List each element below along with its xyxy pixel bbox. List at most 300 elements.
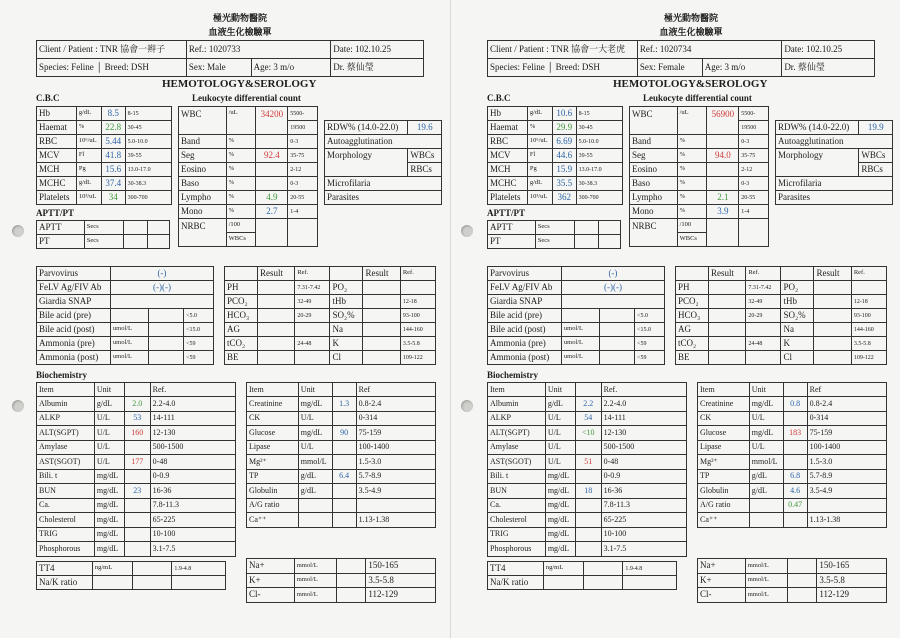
electrolyte-unit: mmol/L: [745, 588, 787, 603]
report-name: 血液生化檢驗單: [659, 27, 723, 37]
bio-value-header: [124, 383, 150, 397]
leuko-unit: %: [677, 163, 707, 177]
leuko-name: Eosino: [179, 163, 227, 177]
table-row: [247, 559, 436, 574]
table-row: [488, 59, 875, 77]
cbc-ref: 30-45: [576, 121, 622, 135]
tt4-ref: 1.9-4.8: [172, 562, 226, 576]
cbc-table: [487, 106, 623, 205]
date-label: Date:: [333, 44, 353, 54]
serology-unit: umol/L: [561, 351, 599, 365]
cbc-name: MCH: [488, 163, 528, 177]
table-row: [179, 219, 318, 233]
bio-ref: 12-130: [150, 426, 235, 441]
bio-value: [124, 527, 150, 542]
electrolyte-name: K+: [247, 573, 295, 588]
table-row: [225, 295, 436, 309]
electrolyte-table: [697, 558, 887, 603]
cbc-ref: 300-700: [576, 191, 622, 205]
bio-unit: U/L: [545, 455, 575, 470]
client-label: Client / Patient :: [39, 44, 98, 54]
table-row: [488, 337, 665, 351]
serology-unit: umol/L: [110, 351, 148, 365]
gas-item: BE: [676, 351, 709, 365]
leuko-value: [707, 177, 739, 191]
gas-ref: 144-160: [400, 323, 435, 337]
cbc-name: Platelets: [37, 191, 77, 205]
wbc-unit: /uL: [226, 107, 256, 135]
gas-ref: 93-100: [400, 309, 435, 323]
cbc-unit: %: [76, 121, 101, 135]
table-row: [698, 513, 887, 528]
electrolyte-unit: mmol/L: [294, 573, 336, 588]
gas-item: AG: [225, 323, 258, 337]
gas-result: [814, 351, 851, 365]
bio-unit: mmol/L: [749, 455, 783, 470]
bio-unit: [298, 498, 332, 513]
gas-ref: 24-48: [295, 337, 330, 351]
gas-result: [363, 337, 400, 351]
table-row: [247, 397, 436, 412]
cbc-name: Platelets: [488, 191, 528, 205]
aptt-unit: Secs: [84, 221, 124, 235]
bio-ref: 0.8-2.4: [356, 397, 435, 412]
gas-ref: [295, 323, 330, 337]
bio-ref: 12-130: [601, 426, 686, 441]
bio-unit-header: Unit: [545, 383, 575, 397]
electrolyte-name: K+: [698, 573, 746, 588]
gas-result: [257, 351, 294, 365]
leuko-unit: %: [677, 135, 707, 149]
gas-ref: 7.31-7.42: [295, 281, 330, 295]
gas-item: K: [781, 337, 814, 351]
cbc-unit: g/dL: [76, 177, 101, 191]
serology-unit: umol/L: [110, 323, 148, 337]
aptt-name: APTT: [488, 221, 536, 235]
bio-unit: mg/dL: [545, 513, 575, 528]
bio-item: Globulin: [698, 484, 750, 499]
aptt-value: [575, 221, 599, 235]
table-row: [676, 295, 887, 309]
bio-ref: 0-0.9: [601, 469, 686, 484]
bio-item: Glucose: [698, 426, 750, 441]
cbc-value: 10.6: [552, 107, 576, 121]
serology-unit: umol/L: [561, 337, 599, 351]
leuko-unit: %: [226, 177, 256, 191]
age-value: 3 m/o: [273, 62, 295, 72]
bio-item: TRIG: [37, 527, 95, 542]
cbc-ref: 30-38.3: [125, 177, 171, 191]
bio-value: 6.8: [783, 469, 807, 484]
doctor-cell: [331, 59, 424, 77]
date-cell: [331, 41, 424, 59]
gas-result: [363, 295, 400, 309]
serology-ref: <59: [635, 351, 665, 365]
serology-ref: <15.0: [635, 323, 665, 337]
table-row: [488, 562, 677, 576]
tt4-value: [583, 576, 623, 590]
hospital-name: 極光動物醫院: [212, 13, 267, 23]
bio-ref: 7.8-11.3: [150, 498, 235, 513]
bio-ref: 0-48: [150, 455, 235, 470]
bio-ref-header: Ref: [356, 383, 435, 397]
gas-item: tCO₂: [676, 337, 709, 351]
serology-unit: umol/L: [110, 337, 148, 351]
bio-ref: 3.5-4.9: [356, 484, 435, 499]
cbc-unit: %: [527, 121, 552, 135]
aptt-ref: [599, 221, 621, 235]
bio-item-header: Item: [37, 383, 95, 397]
leuko-value: [256, 163, 288, 177]
electrolyte-ref: 112-129: [817, 588, 887, 603]
bio-ref: 75-159: [356, 426, 435, 441]
gas-result-header: Result: [814, 267, 851, 281]
table-row: [488, 542, 687, 557]
cbc-value: 41.8: [101, 149, 125, 163]
bio-item: ALT(SGPT): [488, 426, 546, 441]
leuko-value: [707, 163, 739, 177]
gas-result: [708, 281, 745, 295]
gas-ref: 12-18: [851, 295, 886, 309]
leuko-name: Band: [630, 135, 678, 149]
table-row: [698, 426, 887, 441]
bio-item: TRIG: [488, 527, 546, 542]
table-row: [247, 426, 436, 441]
table-row: [37, 455, 236, 470]
table-row: [488, 426, 687, 441]
bio-ref: 14-111: [150, 411, 235, 426]
punch-hole: [461, 400, 473, 412]
leukocyte-table: [178, 106, 318, 247]
table-row: [630, 149, 769, 163]
gas-result: [814, 295, 851, 309]
cbc-value: 6.69: [552, 135, 576, 149]
table-row: [698, 469, 887, 484]
cbc-name: MCHC: [37, 177, 77, 191]
gas-result: [363, 309, 400, 323]
leukocyte-heading: Leukocyte differential count: [192, 93, 301, 103]
table-row: [630, 177, 769, 191]
serology-ref: <59: [184, 351, 214, 365]
client-value: TNR 協會一辫子: [99, 44, 166, 54]
leuko-value: [256, 135, 288, 149]
bio-item: BUN: [37, 484, 95, 499]
table-row: [676, 281, 887, 295]
table-row: [698, 573, 887, 588]
bio-ref: 65-225: [150, 513, 235, 528]
gas-item: PH: [225, 281, 258, 295]
gas-item: K: [330, 337, 363, 351]
leuko-name: Seg: [630, 149, 678, 163]
biochem-right-table: [246, 382, 436, 528]
bio-item: Lipase: [247, 440, 299, 455]
aptt-unit: Secs: [535, 235, 575, 249]
leuko-ref: 2-12: [288, 163, 318, 177]
cbc-value: 29.9: [552, 121, 576, 135]
bio-unit: g/dL: [94, 397, 124, 412]
leuko-value: 4.9: [256, 191, 288, 205]
table-row: [37, 191, 172, 205]
bio-unit: U/L: [749, 440, 783, 455]
table-row: [37, 221, 170, 235]
tt4-value: [583, 562, 623, 576]
bio-ref: 10-100: [150, 527, 235, 542]
leuko-name: Eosino: [630, 163, 678, 177]
table-row: [488, 191, 623, 205]
table-row: [488, 498, 687, 513]
bio-unit: mg/dL: [298, 397, 332, 412]
serology-name: Ammonia (pre): [37, 337, 111, 351]
gas-head-item: [676, 267, 709, 281]
leuko-ref: 0-3: [288, 135, 318, 149]
cbc-name: MCV: [37, 149, 77, 163]
table-row: [325, 121, 442, 135]
cbc-unit: 10³/uL: [76, 191, 101, 205]
table-row: [488, 351, 665, 365]
cbc-value: 22.8: [101, 121, 125, 135]
bio-item: ALKP: [37, 411, 95, 426]
table-row: [488, 397, 687, 412]
cbc-value: 8.5: [101, 107, 125, 121]
serology-value: [599, 337, 635, 351]
serology-ref: <5.0: [635, 309, 665, 323]
bio-item: Globulin: [247, 484, 299, 499]
aptt-pt-table: [36, 220, 170, 249]
bio-unit: U/L: [298, 440, 332, 455]
bio-unit: mg/dL: [749, 397, 783, 412]
client-cell: [488, 41, 638, 59]
client-value: TNR 協會一大老虎: [550, 44, 626, 54]
bio-ref-header: Ref.: [601, 383, 686, 397]
gas-ref: 144-160: [851, 323, 886, 337]
bio-unit: U/L: [94, 455, 124, 470]
electrolyte-ref: 150-165: [817, 559, 887, 574]
tt4-name: TT4: [37, 562, 93, 576]
gas-ref: [295, 351, 330, 365]
table-row: [776, 135, 893, 149]
bio-ref: [807, 498, 886, 513]
cbc-name: Haemat: [37, 121, 77, 135]
table-row: [247, 440, 436, 455]
gas-result: [708, 337, 745, 351]
gas-result: [257, 323, 294, 337]
gas-result: [814, 309, 851, 323]
table-row: [488, 163, 623, 177]
table-row: [488, 295, 665, 309]
table-row: [488, 235, 621, 249]
cbc-value: 35.5: [552, 177, 576, 191]
wbc-unit: /uL: [677, 107, 707, 135]
bio-unit: mg/dL: [298, 426, 332, 441]
tt4-ref: 1.9-4.8: [623, 562, 677, 576]
cbc-ref: 30-38.3: [576, 177, 622, 191]
table-row: [37, 527, 236, 542]
cbc-unit: g/dL: [527, 107, 552, 121]
tt4-name: TT4: [488, 562, 544, 576]
bio-item: Ca.: [37, 498, 95, 513]
table-row: [37, 337, 214, 351]
cbc-name: Hb: [488, 107, 528, 121]
cbc-name: RBC: [37, 135, 77, 149]
gas-item: SO₂%: [781, 309, 814, 323]
table-row: [225, 267, 436, 281]
bio-ref: 3.5-4.9: [807, 484, 886, 499]
bio-ref: 16-36: [601, 484, 686, 499]
tt4-unit: [543, 576, 583, 590]
bio-unit: U/L: [94, 426, 124, 441]
gas-item: HCO₃: [225, 309, 258, 323]
aptt-value: [124, 221, 148, 235]
bio-value: [124, 469, 150, 484]
doctor-value: 蔡仙瑩: [797, 62, 825, 72]
bio-ref: 7.8-11.3: [601, 498, 686, 513]
serology-value: [599, 309, 635, 323]
bio-unit: U/L: [749, 411, 783, 426]
gas-ref: 32-49: [746, 295, 781, 309]
bio-item: Ca⁺⁺: [698, 513, 750, 528]
serology-value: [110, 295, 213, 309]
bio-value: 177: [124, 455, 150, 470]
wbc-value: 34200: [256, 107, 288, 135]
bio-item: ALKP: [488, 411, 546, 426]
sex-cell: [637, 59, 702, 77]
species-cell: Species: Feline │ Breed: DSH: [488, 59, 638, 77]
tt4-unit: ng/mL: [92, 562, 132, 576]
wbc-ref: 5500-: [739, 107, 769, 121]
serology-unit: [561, 309, 599, 323]
table-row: [37, 440, 236, 455]
bio-item: Bili. t: [37, 469, 95, 484]
bio-value: [575, 542, 601, 557]
table-row: [37, 498, 236, 513]
table-row: [225, 351, 436, 365]
bio-value: [332, 513, 356, 528]
electrolyte-unit: mmol/L: [745, 573, 787, 588]
bio-value: [575, 440, 601, 455]
bio-value: [124, 498, 150, 513]
gas-item: Na: [781, 323, 814, 337]
electrolyte-name: Na+: [698, 559, 746, 574]
wbc-name: WBC: [179, 107, 227, 135]
gas-result: [363, 323, 400, 337]
client-cell: [37, 41, 187, 59]
bio-ref: 0.8-2.4: [807, 397, 886, 412]
species-value: Feline: [71, 62, 94, 72]
bio-value: [575, 498, 601, 513]
bio-item: TP: [698, 469, 750, 484]
cbc-name: MCHC: [488, 177, 528, 191]
table-row: [488, 149, 623, 163]
serology-ref: <59: [635, 337, 665, 351]
gas-ref: 20-29: [295, 309, 330, 323]
bio-unit: mg/dL: [94, 513, 124, 528]
bio-ref: 500-1500: [150, 440, 235, 455]
table-row: [488, 323, 665, 337]
cbc-ref: 13.0-17.0: [125, 163, 171, 177]
leuko-ref: 1-4: [288, 205, 318, 219]
serology-name: FeLV Ag/FIV Ab: [488, 281, 562, 295]
bio-ref: 0-314: [356, 411, 435, 426]
serology-table: [487, 266, 665, 365]
morphology-wbcs: WBCs: [408, 149, 442, 163]
nrbc-unit: /100: [677, 219, 707, 233]
gas-ref: 109-122: [400, 351, 435, 365]
rdw-morphology-table: [324, 120, 442, 205]
table-row: [630, 205, 769, 219]
gas-ref: [851, 281, 886, 295]
biochem-left-table: [36, 382, 236, 557]
table-row: [776, 121, 893, 135]
bio-unit: mg/dL: [94, 484, 124, 499]
sex-cell: [186, 59, 251, 77]
serology-ref: <15.0: [184, 323, 214, 337]
cbc-value: 34: [101, 191, 125, 205]
leuko-ref: 2-12: [739, 163, 769, 177]
bio-unit: [749, 513, 783, 528]
electrolyte-table: [246, 558, 436, 603]
leuko-ref: 35-75: [739, 149, 769, 163]
tt4-ref: [172, 576, 226, 590]
serology-value: (-): [110, 267, 213, 281]
bio-ref: 75-159: [807, 426, 886, 441]
aptt-ref: [148, 221, 170, 235]
table-row: [225, 309, 436, 323]
bio-value: 2.0: [124, 397, 150, 412]
bio-value: 51: [575, 455, 601, 470]
bio-item: Amylase: [37, 440, 95, 455]
bio-value: [332, 440, 356, 455]
nrbc-ref: [739, 219, 769, 247]
electrolyte-unit: mmol/L: [294, 588, 336, 603]
cbc-value: 15.6: [101, 163, 125, 177]
wbc-ref: 19500: [288, 121, 318, 135]
cbc-name: RBC: [488, 135, 528, 149]
wbc-name: WBC: [630, 107, 678, 135]
table-row: [488, 576, 677, 590]
bio-unit: g/dL: [298, 469, 332, 484]
bio-value: [575, 469, 601, 484]
table-row: [37, 235, 170, 249]
cbc-name: MCV: [488, 149, 528, 163]
gas-item: Cl: [330, 351, 363, 365]
table-row: [325, 135, 442, 149]
serology-name: Ammonia (pre): [488, 337, 562, 351]
bio-item: Mg²⁺: [698, 455, 750, 470]
bio-item: Phosphorous: [488, 542, 546, 557]
table-row: [630, 219, 769, 233]
table-row: [630, 135, 769, 149]
bio-unit: U/L: [298, 411, 332, 426]
gas-item: AG: [676, 323, 709, 337]
table-row: [488, 440, 687, 455]
gas-result: [814, 337, 851, 351]
gas-item: tCO₂: [225, 337, 258, 351]
table-row: [488, 309, 665, 323]
bio-value: [332, 484, 356, 499]
cbc-name: Haemat: [488, 121, 528, 135]
cbc-value: 37.4: [101, 177, 125, 191]
cbc-ref: 13.0-17.0: [576, 163, 622, 177]
table-row: [247, 588, 436, 603]
table-row: [37, 351, 214, 365]
serology-name: Ammonia (post): [488, 351, 562, 365]
autoagglutination-label: Autoagglutination: [325, 135, 442, 149]
leuko-ref: 20-55: [288, 191, 318, 205]
gas-result-header: Result: [257, 267, 294, 281]
gas-result: [708, 351, 745, 365]
table-row: [247, 411, 436, 426]
electrolyte-value: [336, 573, 366, 588]
